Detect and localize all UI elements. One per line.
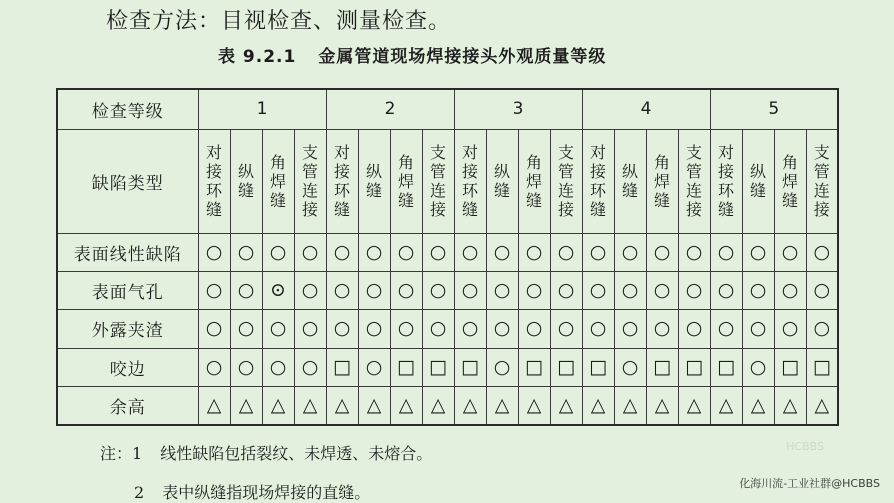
grade-symbol-cell <box>230 348 262 386</box>
grade-symbol: □ <box>557 355 576 378</box>
grade-symbol: □ <box>781 355 800 378</box>
grade-symbol-cell <box>518 310 550 348</box>
grade-symbol: ○ <box>781 279 799 302</box>
grade-symbol: ○ <box>429 279 447 302</box>
table-number: 表 9.2.1 <box>218 47 297 67</box>
defect-row <box>57 310 838 348</box>
grade-symbol-cell <box>262 348 294 386</box>
grade-symbol: □ <box>333 355 351 378</box>
subcol-header: 纵缝 <box>614 129 646 233</box>
grade-symbol: ○ <box>301 240 319 263</box>
grade-symbol: △ <box>270 394 286 417</box>
grade-symbol-cell <box>486 271 518 309</box>
grade-symbol-cell <box>390 271 422 309</box>
grade-symbol: □ <box>429 355 447 378</box>
grade-symbol-cell <box>742 387 774 425</box>
grade-symbol: □ <box>653 355 672 378</box>
defect-type-label: 外露夹渣 <box>57 310 198 348</box>
grade-symbol-cell <box>294 271 326 309</box>
grade-symbol: △ <box>206 394 222 417</box>
grade-symbol: ○ <box>365 355 383 378</box>
grade-symbol: ○ <box>781 240 799 263</box>
grade-symbol-cell <box>742 310 774 348</box>
section-heading: 检查方法：目视检查、测量检查。 <box>106 9 452 34</box>
defect-header-cell: 缺陷类型 <box>57 129 198 233</box>
grade-symbol-cell <box>454 348 486 386</box>
subcol-header: 角焊缝 <box>518 129 550 233</box>
level-header: 1 <box>198 89 326 129</box>
grade-symbol-cell <box>198 348 230 386</box>
level-header: 5 <box>710 89 838 129</box>
grade-symbol: ○ <box>685 240 703 263</box>
level-header: 3 <box>454 89 582 129</box>
grade-symbol-cell <box>710 387 742 425</box>
grade-symbol-cell <box>518 233 550 271</box>
subcol-header: 支管连接 <box>678 129 710 233</box>
grade-symbol-cell <box>614 387 646 425</box>
grade-symbol-cell <box>742 233 774 271</box>
grade-symbol-cell <box>582 271 614 309</box>
grade-symbol-cell <box>230 233 262 271</box>
grade-symbol-cell <box>550 387 582 425</box>
subcol-header: 支管连接 <box>294 129 326 233</box>
defect-row <box>57 233 838 271</box>
grade-symbol: ○ <box>205 240 223 263</box>
subcol-header: 纵缝 <box>358 129 390 233</box>
grade-header-cell: 检查等级 <box>57 89 198 129</box>
grade-symbol-cell <box>518 387 550 425</box>
grade-symbol: ○ <box>621 317 639 340</box>
level-header: 4 <box>582 89 710 129</box>
grade-symbol-cell <box>710 348 742 386</box>
grade-symbol: ○ <box>269 317 287 340</box>
grade-symbol: ○ <box>557 279 575 302</box>
grade-symbol-cell <box>294 387 326 425</box>
grade-symbol: ○ <box>557 240 575 263</box>
grade-symbol-cell <box>422 310 454 348</box>
grade-symbol-cell <box>614 233 646 271</box>
grade-symbol-cell <box>390 387 422 425</box>
grade-symbol-cell <box>454 233 486 271</box>
grade-symbol: △ <box>590 394 606 417</box>
grade-symbol-cell <box>198 271 230 309</box>
grade-symbol-cell <box>230 387 262 425</box>
grade-symbol-cell <box>390 233 422 271</box>
grade-symbol-cell <box>358 271 390 309</box>
grade-symbol: ⊙ <box>270 279 286 302</box>
grade-symbol-cell <box>454 387 486 425</box>
grade-symbol: △ <box>622 394 638 417</box>
grade-symbol-cell <box>582 387 614 425</box>
grade-symbol-cell <box>326 271 358 309</box>
grade-symbol-cell <box>518 271 550 309</box>
grade-symbol: ○ <box>685 279 703 302</box>
grade-symbol-cell <box>774 271 806 309</box>
grade-symbol: △ <box>558 394 574 417</box>
grade-symbol: △ <box>430 394 446 417</box>
grade-symbol-cell <box>742 348 774 386</box>
defect-row <box>57 348 838 386</box>
grade-symbol-cell <box>550 348 582 386</box>
grade-symbol: ○ <box>621 355 639 378</box>
grade-symbol: ○ <box>653 317 671 340</box>
grade-symbol: △ <box>366 394 382 417</box>
grade-symbol-cell <box>262 271 294 309</box>
grade-symbol: ○ <box>333 279 351 302</box>
grade-symbol-cell <box>358 387 390 425</box>
grade-symbol: ○ <box>813 317 831 340</box>
grade-symbol-cell <box>262 387 294 425</box>
grade-symbol-cell <box>646 271 678 309</box>
grade-symbol: ○ <box>301 279 319 302</box>
grade-symbol: △ <box>814 394 830 417</box>
grade-symbol-cell <box>646 310 678 348</box>
grade-symbol: △ <box>526 394 542 417</box>
defect-header-row <box>57 129 838 233</box>
grade-symbol-cell <box>806 271 838 309</box>
grade-symbol: ○ <box>525 240 543 263</box>
grade-symbol-cell <box>614 271 646 309</box>
grade-symbol-cell <box>774 310 806 348</box>
grade-symbol: ○ <box>781 317 799 340</box>
grade-symbol-cell <box>710 233 742 271</box>
grade-symbol: △ <box>398 394 414 417</box>
faint-watermark: HCBBS <box>786 440 824 453</box>
subcol-header: 角焊缝 <box>262 129 294 233</box>
grade-symbol-cell <box>422 271 454 309</box>
grade-symbol: △ <box>750 394 766 417</box>
note-1-label: 注：1 <box>100 444 143 463</box>
grade-symbol: ○ <box>749 240 767 263</box>
grade-symbol: ○ <box>237 279 255 302</box>
subcol-header: 对接环缝 <box>710 129 742 233</box>
grade-symbol: ○ <box>685 317 703 340</box>
grade-symbol-cell <box>582 310 614 348</box>
grade-symbol: ○ <box>333 317 351 340</box>
grade-symbol: ○ <box>749 317 767 340</box>
grade-symbol-cell <box>326 233 358 271</box>
subcol-header: 纵缝 <box>486 129 518 233</box>
quality-grade-table <box>56 88 839 426</box>
subcol-header: 支管连接 <box>422 129 454 233</box>
grade-symbol: △ <box>686 394 702 417</box>
grade-symbol: △ <box>718 394 734 417</box>
grade-symbol-cell <box>774 233 806 271</box>
grade-symbol: ○ <box>269 355 287 378</box>
grade-symbol-cell <box>358 348 390 386</box>
grade-symbol-cell <box>550 310 582 348</box>
grade-header-row <box>57 89 838 129</box>
grade-symbol: ○ <box>813 240 831 263</box>
grade-symbol-cell <box>710 310 742 348</box>
grade-symbol: △ <box>494 394 510 417</box>
grade-symbol: ○ <box>813 279 831 302</box>
grade-symbol-cell <box>198 387 230 425</box>
defect-type-label: 余高 <box>57 387 198 425</box>
grade-symbol: ○ <box>749 279 767 302</box>
grade-symbol: △ <box>654 394 670 417</box>
grade-symbol: ○ <box>461 240 479 263</box>
subcol-header: 支管连接 <box>550 129 582 233</box>
grade-symbol: ○ <box>461 317 479 340</box>
grade-symbol-cell <box>614 348 646 386</box>
subcol-header: 纵缝 <box>742 129 774 233</box>
grade-symbol-cell <box>198 310 230 348</box>
grade-symbol-cell <box>582 348 614 386</box>
grade-symbol: □ <box>397 355 415 378</box>
defect-row <box>57 387 838 425</box>
watermark: 化海川流-工业社群@HCBBS <box>739 477 880 490</box>
grade-symbol-cell <box>198 233 230 271</box>
grade-symbol: ○ <box>621 279 639 302</box>
grade-symbol: ○ <box>397 279 415 302</box>
grade-symbol-cell <box>326 348 358 386</box>
grade-symbol: △ <box>462 394 478 417</box>
grade-symbol-cell <box>710 271 742 309</box>
grade-symbol-cell <box>326 310 358 348</box>
grade-symbol-cell <box>422 348 454 386</box>
subcol-header: 角焊缝 <box>774 129 806 233</box>
grade-symbol-cell <box>774 348 806 386</box>
note-1-text: 线性缺陷包括裂纹、未焊透、未熔合。 <box>160 444 433 463</box>
grade-symbol: △ <box>238 394 254 417</box>
grade-symbol-cell <box>646 387 678 425</box>
grade-symbol: □ <box>461 355 479 378</box>
grade-symbol: ○ <box>205 279 223 302</box>
subcol-header: 角焊缝 <box>646 129 678 233</box>
grade-symbol-cell <box>422 387 454 425</box>
grade-symbol-cell <box>454 271 486 309</box>
grade-symbol: △ <box>782 394 798 417</box>
grade-symbol-cell <box>614 310 646 348</box>
grade-symbol-cell <box>230 271 262 309</box>
grade-symbol: □ <box>525 355 543 378</box>
grade-symbol: ○ <box>461 279 479 302</box>
grade-symbol: ○ <box>493 355 511 378</box>
grade-symbol-cell <box>294 348 326 386</box>
grade-table-body <box>57 233 838 425</box>
grade-symbol-cell <box>422 233 454 271</box>
subcol-header: 对接环缝 <box>326 129 358 233</box>
grade-symbol: ○ <box>237 355 255 378</box>
grade-symbol: ○ <box>429 240 447 263</box>
grade-symbol-cell <box>678 271 710 309</box>
defect-type-label: 咬边 <box>57 348 198 386</box>
grade-symbol: ○ <box>589 279 607 302</box>
grade-symbol: ○ <box>205 317 223 340</box>
grade-symbol-cell <box>486 310 518 348</box>
grade-symbol-cell <box>486 233 518 271</box>
grade-symbol: ○ <box>205 355 223 378</box>
grade-symbol: ○ <box>493 240 511 263</box>
grade-symbol-cell <box>486 387 518 425</box>
grade-symbol-cell <box>678 233 710 271</box>
grade-symbol-cell <box>678 310 710 348</box>
grade-symbol: ○ <box>589 240 607 263</box>
grade-symbol-cell <box>454 310 486 348</box>
grade-symbol-cell <box>806 387 838 425</box>
grade-symbol: ○ <box>333 240 351 263</box>
level-header: 2 <box>326 89 454 129</box>
grade-symbol: ○ <box>653 240 671 263</box>
grade-symbol-cell <box>806 348 838 386</box>
grade-symbol-cell <box>582 233 614 271</box>
grade-symbol-cell <box>390 310 422 348</box>
grade-symbol-cell <box>262 310 294 348</box>
grade-symbol: ○ <box>493 279 511 302</box>
defect-type-label: 表面线性缺陷 <box>57 233 198 271</box>
grade-symbol: ○ <box>397 240 415 263</box>
table-caption <box>218 42 606 67</box>
grade-symbol-cell <box>230 310 262 348</box>
grade-symbol-cell <box>678 387 710 425</box>
grade-symbol-cell <box>294 310 326 348</box>
grade-symbol: ○ <box>525 279 543 302</box>
grade-symbol-cell <box>550 233 582 271</box>
subcol-header: 角焊缝 <box>390 129 422 233</box>
grade-symbol: △ <box>334 394 350 417</box>
grade-symbol: ○ <box>653 279 671 302</box>
note-1 <box>100 441 432 464</box>
grade-symbol: ○ <box>365 240 383 263</box>
grade-symbol-cell <box>678 348 710 386</box>
grade-symbol-cell <box>742 271 774 309</box>
subcol-header: 对接环缝 <box>582 129 614 233</box>
grade-symbol: □ <box>685 355 704 378</box>
defect-type-label: 表面气孔 <box>57 271 198 309</box>
grade-symbol-cell <box>326 387 358 425</box>
grade-symbol: ○ <box>269 240 287 263</box>
grade-symbol-cell <box>806 310 838 348</box>
grade-symbol-cell <box>358 233 390 271</box>
grade-symbol-cell <box>262 233 294 271</box>
subcol-header: 纵缝 <box>230 129 262 233</box>
subcol-header: 对接环缝 <box>198 129 230 233</box>
grade-symbol-cell <box>518 348 550 386</box>
grade-symbol: ○ <box>557 317 575 340</box>
grade-symbol-cell <box>646 348 678 386</box>
grade-symbol: ○ <box>237 240 255 263</box>
grade-symbol-cell <box>774 387 806 425</box>
grade-symbol: ○ <box>365 279 383 302</box>
grade-symbol-cell <box>806 233 838 271</box>
grade-symbol-cell <box>486 348 518 386</box>
grade-symbol: △ <box>302 394 318 417</box>
table-title: 金属管道现场焊接接头外观质量等级 <box>318 47 607 67</box>
grade-symbol: ○ <box>237 317 255 340</box>
grade-symbol: ○ <box>429 317 447 340</box>
grade-symbol: ○ <box>621 240 639 263</box>
subcol-header: 支管连接 <box>806 129 838 233</box>
grade-symbol: ○ <box>525 317 543 340</box>
grade-symbol-cell <box>390 348 422 386</box>
grade-symbol: □ <box>812 355 831 378</box>
grade-symbol: ○ <box>397 317 415 340</box>
subcol-header: 对接环缝 <box>454 129 486 233</box>
grade-symbol: ○ <box>589 317 607 340</box>
grade-symbol: ○ <box>749 355 767 378</box>
grade-symbol-cell <box>358 310 390 348</box>
note-2 <box>134 480 370 503</box>
grade-symbol: ○ <box>365 317 383 340</box>
grade-symbol: □ <box>717 355 736 378</box>
note-2-label: 2 <box>134 483 145 502</box>
grade-symbol: ○ <box>301 317 319 340</box>
grade-symbol: ○ <box>717 279 735 302</box>
grade-symbol-cell <box>294 233 326 271</box>
grade-symbol: ○ <box>717 240 735 263</box>
grade-symbol: □ <box>589 355 608 378</box>
grade-symbol: ○ <box>493 317 511 340</box>
grade-symbol: ○ <box>301 355 319 378</box>
grade-symbol-cell <box>550 271 582 309</box>
grade-symbol: ○ <box>717 317 735 340</box>
grade-symbol-cell <box>646 233 678 271</box>
defect-row <box>57 271 838 309</box>
note-2-text: 表中纵缝指现场焊接的直缝。 <box>162 483 371 502</box>
